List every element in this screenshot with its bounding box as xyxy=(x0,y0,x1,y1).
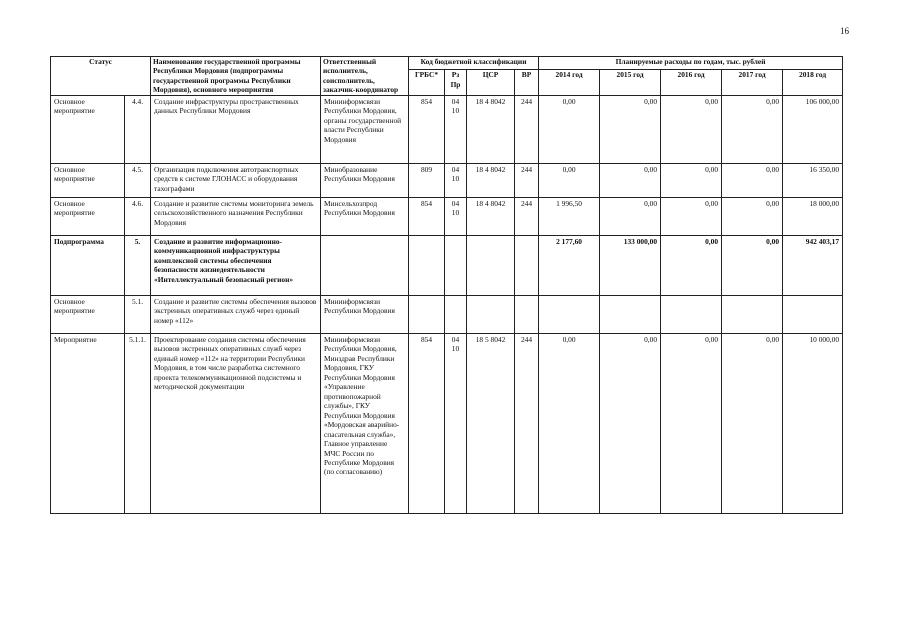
row-vr: 244 xyxy=(515,95,539,163)
header-rz: Рз xyxy=(451,70,460,80)
header-year-2015: 2015 год xyxy=(600,70,661,96)
header-status: Статус xyxy=(51,57,151,96)
row-2017: 0,00 xyxy=(722,333,783,513)
row-vr: 244 xyxy=(515,197,539,235)
header-rzpr xyxy=(445,70,467,96)
row-2018: 942 403,17 xyxy=(783,235,843,295)
table-row xyxy=(51,163,843,197)
row-number: 5.1.1. xyxy=(125,333,151,513)
row-grbs xyxy=(409,295,445,333)
header-year-2014: 2014 год xyxy=(539,70,600,96)
row-status: Основное мероприятие xyxy=(51,163,125,197)
row-2018: 106 000,00 xyxy=(783,95,843,163)
row-csr: 18 4 8042 xyxy=(467,197,515,235)
row-vr xyxy=(515,235,539,295)
row-2015: 0,00 xyxy=(600,333,661,513)
header-year-2018: 2018 год xyxy=(783,70,843,96)
header-name: Наименование государственной программы Республики Мордовия (подпрограммы государственной программы Республики Мордовия), основного мероприятия xyxy=(151,57,321,96)
page-number: 16 xyxy=(840,26,849,36)
row-2016: 0,00 xyxy=(661,235,722,295)
header-budget-code: Код бюджетной классификации xyxy=(409,57,539,70)
row-number: 4.6. xyxy=(125,197,151,235)
header-responsible: Ответственный исполнитель, соисполнитель, заказчик-координатор xyxy=(321,57,409,96)
row-rzpr: 04 10 xyxy=(445,163,467,197)
row-2018: 16 350,00 xyxy=(783,163,843,197)
row-2016: 0,00 xyxy=(661,95,722,163)
header-grbs: ГРБС* xyxy=(409,70,445,96)
row-2014: 0,00 xyxy=(539,163,600,197)
row-2018: 10 000,00 xyxy=(783,333,843,513)
row-name: Создание и развитие информационно-коммуникационной инфраструктуры комплексной системы обеспечения безопасности жизнедеятельности «Интеллектуальный безопасный регион» xyxy=(151,235,321,295)
row-2014: 0,00 xyxy=(539,333,600,513)
budget-table xyxy=(50,56,843,514)
row-2016 xyxy=(661,295,722,333)
row-name: Организация подключения автотранспортных средств к системе ГЛОНАСС и оборудования тахографами xyxy=(151,163,321,197)
row-2014: 1 996,50 xyxy=(539,197,600,235)
row-number: 5. xyxy=(125,235,151,295)
row-status: Мероприятие xyxy=(51,333,125,513)
row-number: 5.1. xyxy=(125,295,151,333)
table-row xyxy=(51,333,843,513)
row-rzpr xyxy=(445,295,467,333)
row-2015: 0,00 xyxy=(600,95,661,163)
row-csr: 18 5 8042 xyxy=(467,333,515,513)
row-responsible: Мининформсвязи Республики Мордовия xyxy=(321,295,409,333)
row-csr xyxy=(467,295,515,333)
header-pr: Пр xyxy=(450,79,461,89)
row-2017: 0,00 xyxy=(722,95,783,163)
row-vr xyxy=(515,295,539,333)
row-2015: 0,00 xyxy=(600,197,661,235)
row-2017: 0,00 xyxy=(722,235,783,295)
row-2015 xyxy=(600,295,661,333)
row-2018 xyxy=(783,295,843,333)
row-status: Подпрограмма xyxy=(51,235,125,295)
row-grbs: 854 xyxy=(409,95,445,163)
row-2017: 0,00 xyxy=(722,197,783,235)
row-name: Создание и развитие системы мониторинга земель сельскохозяйственного назначения Республики Мордовия xyxy=(151,197,321,235)
row-rzpr: 04 10 xyxy=(445,95,467,163)
header-expenses: Планируемые расходы по годам, тыс. рублей xyxy=(539,57,843,70)
row-grbs: 854 xyxy=(409,333,445,513)
row-grbs: 854 xyxy=(409,197,445,235)
row-responsible: Минсельхозпрод Республики Мордовия xyxy=(321,197,409,235)
row-rzpr: 04 10 xyxy=(445,197,467,235)
row-vr: 244 xyxy=(515,333,539,513)
row-2014 xyxy=(539,295,600,333)
table-row xyxy=(51,95,843,163)
header-csr: ЦСР xyxy=(467,70,515,96)
row-2016: 0,00 xyxy=(661,333,722,513)
row-responsible xyxy=(321,235,409,295)
header-year-2017: 2017 год xyxy=(722,70,783,96)
row-status: Основное мероприятие xyxy=(51,95,125,163)
row-number: 4.5. xyxy=(125,163,151,197)
row-grbs: 809 xyxy=(409,163,445,197)
row-2016: 0,00 xyxy=(661,197,722,235)
row-rzpr: 04 10 xyxy=(445,333,467,513)
row-name: Создание инфраструктуры пространственных данных Республики Мордовия xyxy=(151,95,321,163)
row-2014: 0,00 xyxy=(539,95,600,163)
row-csr xyxy=(467,235,515,295)
row-2017: 0,00 xyxy=(722,163,783,197)
row-2016: 0,00 xyxy=(661,163,722,197)
header-vr: ВР xyxy=(515,70,539,96)
header-year-2016: 2016 год xyxy=(661,70,722,96)
row-name: Создание и развитие системы обеспечения вызовов экстренных оперативных служб через единый номер «112» xyxy=(151,295,321,333)
table-row xyxy=(51,295,843,333)
table-row xyxy=(51,197,843,235)
row-responsible: Мининформсвязи Республики Мордовия, Минздрав Республики Мордовия, ГКУ Республики Мордовия «Управление противопожарной службы», ГКУ Республики Мордовия «Мордовская аварийно-спасательная служба», Главное управление МЧС России по Республике Мордовия (по согласованию) xyxy=(321,333,409,513)
row-responsible: Мининформсвязи Республики Мордовия, органы государственной власти Республики Мордовия xyxy=(321,95,409,163)
row-vr: 244 xyxy=(515,163,539,197)
row-status: Основное мероприятие xyxy=(51,295,125,333)
row-csr: 18 4 8042 xyxy=(467,95,515,163)
row-2018: 18 000,00 xyxy=(783,197,843,235)
table-row-subprogram xyxy=(51,235,843,295)
row-name: Проектирование создания системы обеспечения вызовов экстренных оперативных служб через единый номер «112» на территории Республики Мордовия, в том числе разработка системного проекта телекоммуникационной подсистемы и методической документации xyxy=(151,333,321,513)
row-2015: 0,00 xyxy=(600,163,661,197)
row-number: 4.4. xyxy=(125,95,151,163)
row-grbs xyxy=(409,235,445,295)
header-row-1 xyxy=(51,57,843,70)
row-status: Основное мероприятие xyxy=(51,197,125,235)
row-2015: 133 000,00 xyxy=(600,235,661,295)
row-csr: 18 4 8042 xyxy=(467,163,515,197)
row-2017 xyxy=(722,295,783,333)
row-rzpr xyxy=(445,235,467,295)
row-responsible: Минобразование Республики Мордовия xyxy=(321,163,409,197)
row-2014: 2 177,60 xyxy=(539,235,600,295)
